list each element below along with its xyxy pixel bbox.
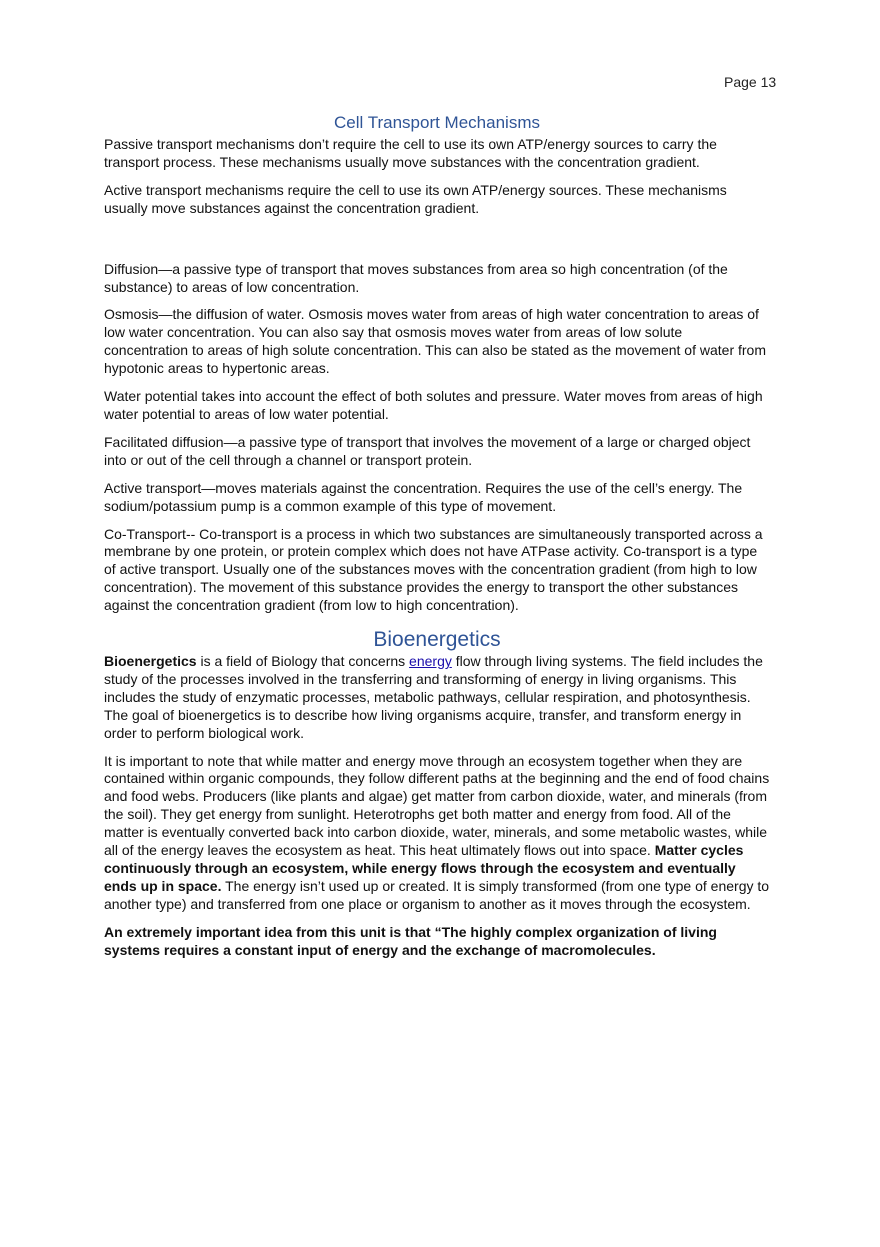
- page-number: Page 13: [724, 74, 777, 90]
- paragraph-water-potential: Water potential takes into account the effect of both solutes and pressure. Water moves from areas of high water potential to areas of low water potential.: [104, 388, 763, 422]
- paragraph-co-transport: Co-Transport-- Co-transport is a process in which two substances are simultaneously transported across a membrane by one protein, or protein complex which does not have ATPase activity. Co-transport is a type of active transport. Usually one of the substances moves with the concentration gradient (from high to low concentration). The movement of this substance provides the energy to transport the other substances against the concentration gradient (from low to high concentration).: [104, 525, 763, 614]
- bold-key-statement: Matter cycles continuously through an ecosystem, while energy flows through the ecosystem and eventually ends up in space.: [104, 842, 744, 894]
- text-fragment: The energy isn’t used up or created. It is simply transformed (from one type of energy to another type) and transferred from one place or organism to another as it moves through the ecosystem.: [104, 877, 770, 912]
- paragraph-facilitated-diffusion: Facilitated diffusion—a passive type of transport that involves the movement of a large or charged object into or out of the cell through a channel or transport protein.: [104, 433, 751, 468]
- paragraph-bioenergetics-definition: [104, 653, 770, 743]
- energy-link[interactable]: energy: [409, 653, 452, 670]
- paragraph-osmosis: Osmosis—the diffusion of water. Osmosis moves water from areas of high water concentration to areas of low water concentration. You can also say that osmosis moves water from areas of low solute concentration to areas of high solute concentration. This can also be stated as the movement of water from hypotonic areas to hypertonic areas.: [104, 306, 766, 377]
- document-body: [104, 112, 770, 970]
- term-bioenergetics: Bioenergetics: [104, 653, 197, 670]
- text-fragment: It is important to note that while matter and energy move through an ecosystem together when they are contained within organic compounds, they follow different paths at the beginning and the end of food chains and food webs. Producers (like plants and algae) get matter from carbon dioxide, water, and minerals (from the soil). They get energy from sunlight. Heterotrophs get both matter and energy from food. All of the matter is eventually converted back into carbon dioxide, water, minerals, and some metabolic wastes, while all of the energy leaves the ecosystem as heat. This heat ultimately flows out into space.: [104, 752, 770, 859]
- bold-important-idea: An extremely important idea from this unit is that “The highly complex organization of living systems requires a constant input of energy and the exchange of macromolecules.: [104, 923, 717, 958]
- text-fragment: is a field of Biology that concerns: [196, 653, 410, 670]
- spacer: [104, 228, 770, 261]
- paragraph-matter-energy: [104, 753, 770, 914]
- section-heading-bioenergetics: Bioenergetics: [373, 628, 501, 652]
- paragraph-important-idea: [104, 924, 770, 960]
- paragraph-passive-transport: Passive transport mechanisms don’t require the cell to use its own ATP/energy sources to carry the transport process. These mechanisms usually move substances with the concentration gradient.: [104, 136, 717, 170]
- paragraph-diffusion: Diffusion—a passive type of transport that moves substances from area so high concentration (of the substance) to areas of low concentration.: [104, 260, 728, 295]
- text-fragment: flow through living systems. The field includes the study of the processes involved in the transferring and transforming of energy in living organisms. This includes the study of enzymatic processes, metabolic pathways, cellular respiration, and photosynthesis. The goal of bioenergetics is to describe how living organisms acquire, transfer, and transform energy in order to perform biological work.: [104, 653, 763, 741]
- section-heading-cell-transport: Cell Transport Mechanisms: [334, 113, 540, 132]
- paragraph-active-transport-intro: Active transport mechanisms require the cell to use its own ATP/energy sources. These mechanisms usually move substances against the concentration gradient.: [104, 181, 727, 216]
- paragraph-active-transport: Active transport—moves materials against the concentration. Requires the use of the cell’s energy. The sodium/potassium pump is a common example of this type of movement.: [104, 479, 743, 514]
